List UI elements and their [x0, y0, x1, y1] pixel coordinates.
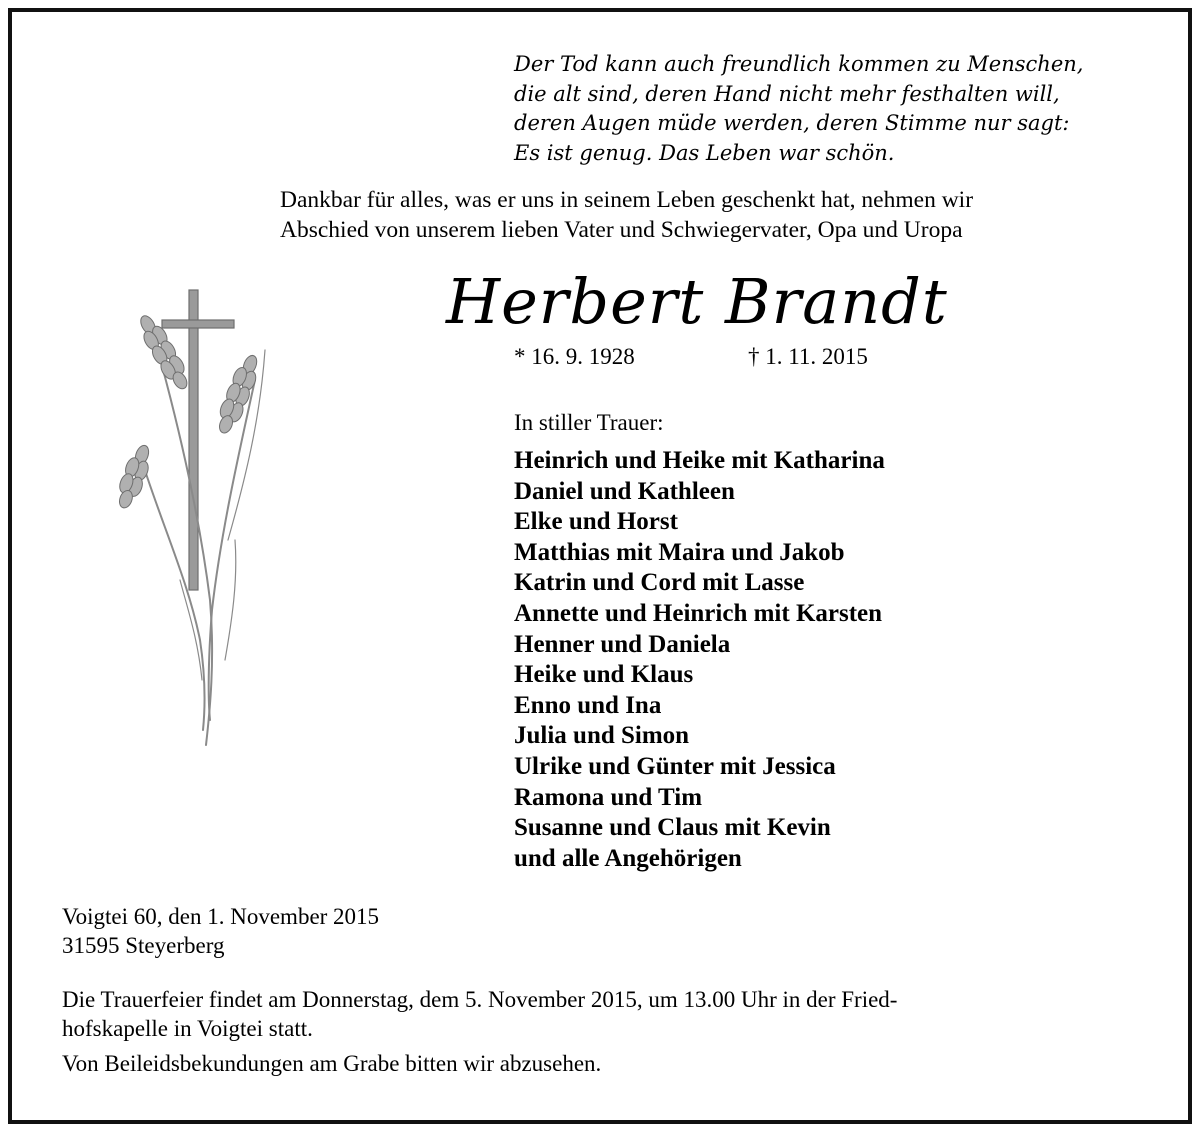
ceremony-notice: [62, 985, 1142, 1043]
mourner-entry: Julia und Simon: [514, 722, 690, 750]
wheat-ear-icon: [113, 442, 156, 512]
ceremony-line: Die Trauerfeier findet am Donnerstag, dem 5. November 2015, um 13.00 Uhr in der Fried-: [62, 987, 898, 1012]
mourner-entry: Elke und Horst: [514, 508, 678, 536]
mourner-entry: Ramona und Tim: [514, 783, 703, 811]
cross-wheat-illustration: [60, 280, 290, 760]
condolence-request: Von Beileidsbekundungen am Grabe bitten wir abzusehen.: [62, 1051, 602, 1076]
poem-line: die alt sind, deren Hand nicht mehr festhalten will,: [514, 81, 1060, 106]
deceased-name: Herbert Brandt: [446, 265, 948, 338]
address-block: [62, 902, 662, 960]
mourner-entry: Annette und Heinrich mit Karsten: [514, 599, 883, 627]
intro-line: Dankbar für alles, was er uns in seinem Leben geschenkt hat, nehmen wir: [280, 187, 974, 213]
poem-line: Es ist genug. Das Leben war schön.: [514, 140, 895, 165]
mourner-entry: Ulrike und Günter mit Jessica: [514, 752, 836, 780]
mourner-entry: Matthias mit Maira und Jakob: [514, 538, 845, 566]
mourner-entry: Susanne und Claus mit Kevin: [514, 814, 831, 842]
death-date: † 1. 11. 2015: [748, 344, 868, 369]
mourner-entry: Katrin und Cord mit Lasse: [514, 569, 805, 597]
mourner-entry: Enno und Ina: [514, 691, 662, 719]
mourners-label: In stiller Trauer:: [514, 410, 664, 435]
cross-icon: [189, 290, 198, 590]
birth-date: * 16. 9. 1928: [514, 344, 635, 369]
mourner-entry: und alle Angehörigen: [514, 844, 742, 872]
mourners-list: [514, 446, 1174, 874]
mourner-entry: Heike und Klaus: [514, 661, 694, 689]
poem-line: Der Tod kann auch freundlich kommen zu Menschen,: [514, 52, 1084, 76]
intro-text: [280, 185, 1160, 245]
poem: [514, 50, 1154, 168]
address-line: 31595 Steyerberg: [62, 933, 225, 958]
intro-line: Abschied von unserem lieben Vater und Schwiegervater, Opa und Uropa: [280, 217, 963, 243]
mourner-entry: Heinrich und Heike mit Katharina: [514, 447, 885, 474]
address-line: Voigtei 60, den 1. November 2015: [62, 904, 380, 929]
mourner-entry: Henner und Daniela: [514, 630, 731, 658]
poem-line: deren Augen müde werden, deren Stimme nur sagt:: [514, 111, 1070, 135]
ceremony-line: hofskapelle in Voigtei statt.: [62, 1016, 313, 1041]
mourner-entry: Daniel und Kathleen: [514, 477, 735, 505]
